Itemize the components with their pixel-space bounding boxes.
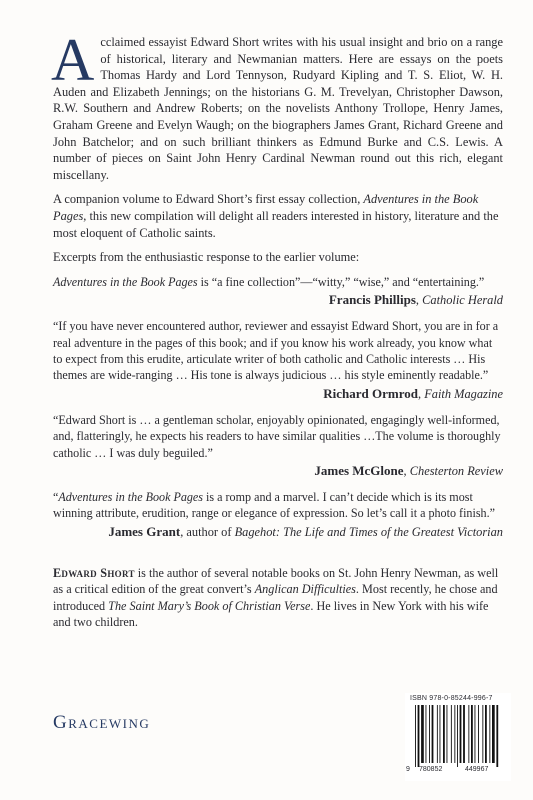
- barcode-bar: [432, 705, 434, 763]
- quote-4-attribution: [53, 523, 503, 541]
- quote-4-source-prefix: , author of: [180, 524, 235, 539]
- bio-text-1: is the author of several notable books on St. John Henry Newman, as well as a critical edition of the great convert’s: [53, 565, 499, 597]
- excerpts-heading: Excerpts from the enthusiastic response to the earlier volume:: [53, 250, 360, 265]
- quote-1-attribution: Francis Phillips, Catholic Herald: [328, 292, 503, 308]
- barcode-bar: [460, 705, 462, 763]
- barcode-bar: [451, 705, 452, 763]
- quote-2-attribution: Richard Ormrod, Faith Magazine: [323, 385, 503, 401]
- companion-text-before: A companion volume to Edward Short’s first essay collection,: [53, 192, 364, 207]
- barcode-bar: [447, 705, 448, 763]
- barcode-bar: [443, 705, 445, 763]
- quote-4-open-mark: “: [53, 489, 59, 504]
- barcode-bar: [454, 705, 455, 763]
- isbn-text: ISBN 978-0-85244-996-7: [410, 695, 493, 702]
- barcode-bar: [492, 705, 495, 763]
- barcode-bar: [468, 705, 469, 763]
- barcode-bar: [426, 705, 427, 763]
- quote-1-name: Francis Phillips: [328, 292, 416, 308]
- barcode-digit-lead: 9: [406, 766, 410, 773]
- intro-text: cclaimed essayist Edward Short writes with his usual insight and brio on a range of historical, literary and Newmanian matters. Here are essays on the poets Thomas Hardy and Lord Tennyson, Rudyard Kipling and T. S. Eliot, W. H. Auden and Elizabeth Jennings; on the historians G. M. Trevelyan, Christopher Dawson, R.W. Southern and Andrew Roberts; on the novelists Anthony Trollope, Henry James, Graham Greene and Evelyn Waugh; on the biographers James Grant, Richard Greene and John Batchelor; and on such brilliant thinkers as Edmund Burke and C.S. Lewis. A number of pieces on Saint John Henry Cardinal Newman round out this rich, elegant miscellany.: [53, 35, 503, 182]
- barcode-bar: [437, 705, 438, 763]
- quote-3: “Edward Short is … a gentleman scholar, enjoyably opinionated, engagingly well-informed, and, flatteringly, he expects his readers to have similar qualities …The volume is thoroughly catholic … I was duly beguiled.”: [53, 412, 501, 460]
- drop-cap: A: [51, 27, 95, 93]
- isbn-barcode: [405, 693, 511, 781]
- barcode-bar: [429, 705, 430, 763]
- quote-1: [53, 274, 503, 290]
- intro-paragraph: [51, 27, 503, 183]
- barcode-bar: [475, 705, 476, 763]
- barcode-digits-left: 780852: [419, 766, 443, 773]
- bio-title-1: Anglican Difficulties: [254, 582, 356, 597]
- barcode-bar: [478, 705, 479, 763]
- barcode-bar: [482, 705, 483, 763]
- bio-title-2: The Saint Mary’s Book of Christian Verse: [108, 598, 311, 613]
- quote-4-text: is a romp and a marvel. I can’t decide which is its most winning attribute, erudition, range or elegance of expression. So let’s call it a photo finish.”: [53, 489, 495, 521]
- barcode-bar: [471, 705, 473, 763]
- barcode-icon: [409, 705, 507, 767]
- barcode-bar: [485, 705, 487, 763]
- author-bio: [53, 565, 503, 631]
- companion-text-after: , this new compilation will delight all readers interested in history, literature and the most eloquent of Catholic saints.: [53, 208, 499, 240]
- quote-3-attribution: James McGlone, Chesterton Review: [314, 462, 503, 478]
- quote-1-text: is “a fine collection”—“witty,” “wise,” and “entertaining.”: [197, 274, 485, 289]
- barcode-bar: [415, 705, 416, 767]
- quote-3-name: James McGlone: [314, 462, 404, 478]
- quote-1-book-title: Adventures in the Book Pages: [53, 274, 198, 289]
- barcode-digits-right: 449967: [465, 766, 489, 773]
- barcode-bar: [457, 705, 458, 767]
- barcode-bar: [418, 705, 420, 767]
- barcode-bar: [421, 705, 424, 763]
- quote-2: “If you have never encountered author, reviewer and essayist Edward Short, you are in for a real adventure in the pages of this book; and if you know his work already, you know what to expect from this erudite, articulate writer of both catholic and Catholic interests … His themes are wide-ranging … His tone is always judicious … his style eminently readable.”: [53, 319, 499, 383]
- barcode-bar: [440, 705, 441, 763]
- quote-4-book-title: Adventures in the Book Pages: [58, 489, 204, 504]
- quote-4-name: James Grant: [108, 523, 181, 539]
- quote-2-source: Faith Magazine: [424, 386, 503, 401]
- publisher-logo: Gracewing: [53, 712, 151, 733]
- bio-text-2: . Most recently, he chose and introduced: [53, 582, 498, 613]
- quote-4: [53, 489, 503, 522]
- quote-3-source: Chesterton Review: [409, 463, 503, 478]
- barcode-bar: [496, 705, 498, 767]
- quote-4-source: Bagehot: The Life and Times of the Greatest Victorian: [234, 524, 503, 539]
- quote-2-name: Richard Ormrod: [323, 385, 418, 401]
- companion-paragraph: [53, 191, 503, 241]
- author-name: Edward Short: [53, 565, 135, 580]
- barcode-bar: [463, 705, 465, 763]
- bio-text-3: . He lives in New York with his wife and two children.: [53, 598, 489, 630]
- companion-book-title: Adventures in the Book Pages: [53, 192, 479, 223]
- barcode-bar: [489, 705, 490, 763]
- quote-1-source: Catholic Herald: [422, 293, 503, 308]
